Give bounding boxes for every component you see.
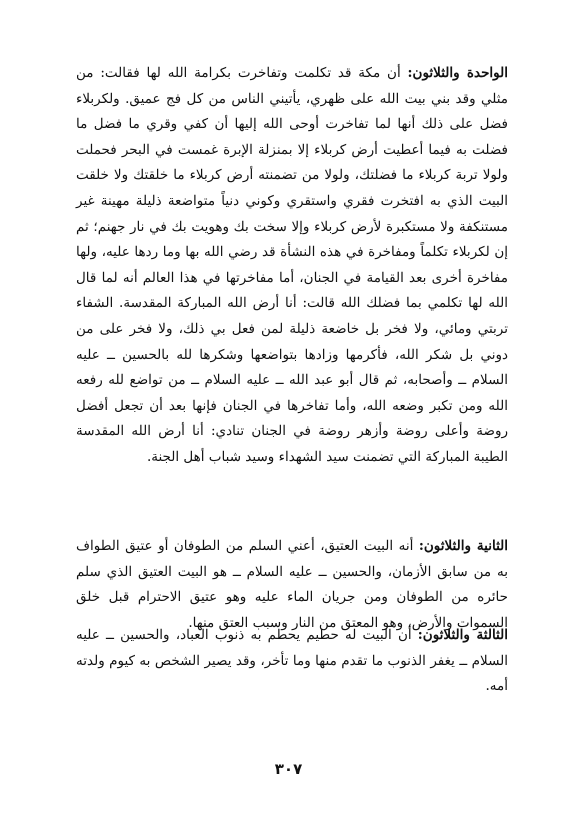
paragraph-31 [76,61,508,471]
paragraph-body: أنه البيت العتيق، أعني السلم من الطوفان أو عتيق الطواف به من سابق الأزمان، والحسين ــ عليه السلام ــ هو البيت العتيق الذي سلم حائره من الطوفان ومن جريان الماء عليه وهو عتيق الاحترام قبل خلق السموات والأرض، وهو المعتق من النار وسبب العتق منها. [76,538,508,631]
paragraph-32 [76,534,508,636]
paragraph-label: الثانية والثلاثون: [418,538,509,554]
page-number: ٣٠٧ [274,760,303,778]
paragraph-label: الواحدة والثلاثون: [407,65,509,81]
paragraph-label: الثالثة والثلاثون: [417,627,508,643]
paragraph-body: أن البيت له حطيم يحطم به ذنوب العباد، والحسين ــ عليه السلام ــ يغفر الذنوب ما تقدم منها وما تأخر، وقد يصير الشخص به كيوم ولدته أمه. [76,627,508,695]
paragraph-body: أن مكة قد تكلمت وتفاخرت بكرامة الله لها فقالت: من مثلي وقد بني بيت الله على ظهري، يأتيني الناس من كل فج عميق. ولكربلاء فضل على ذلك أنها لما تفاخرت أوحى الله إليها أن كفي وقري ما فضل ما فضلت به فيما أعطيت أرض كربلاء إلا بمنزلة الإبرة غمست في البحر فحملت ولولا تربة كربلاء ما فضلتك، ولولا من تضمنته أرض كربلاء ما خلقتك ولا خلقت البيت الذي به افتخرت فقري واستقري وكوني دنياً متواضعة ذليلة مهينة غير مستنكفة ولا مستكبرة لأرض كربلاء وإلا سخت بك وهويت بك في نار جهنم؛ ثم إن لكربلاء تكلماً ومفاخرة في هذه النشأة قد رضي الله بها وما ردها عليه، ولها مفاخرة أخرى بعد القيامة في الجنان، أما مفاخرتها في هذا العالم أنه لما قال الله لها تكلمي بما فضلك الله قالت: أنا أرض الله المباركة المقدسة. الشفاء تربتي ومائي، ولا فخر بل خاضعة ذليلة لمن فعل بي ذلك، ولا فخر على من دوني بل شكر الله، فأكرمها وزادها بتواضعها وشكرها لله بالحسين ــ عليه السلام ــ وأصحابه، ثم قال أبو عبد الله ــ عليه السلام ــ من تواضع لله رفعه الله ومن تكبر وضعه الله، وأما تفاخرها في الجنان فإنها بعد أن تجعل أفضل روضة وأعلى روضة وأزهر روضة في الجنان تنادي: أنا أرض الله المقدسة الطيبة المباركة التي تضمنت سيد الشهداء وسيد شباب أهل الجنة. [76,65,508,465]
paragraph-33 [76,623,508,700]
